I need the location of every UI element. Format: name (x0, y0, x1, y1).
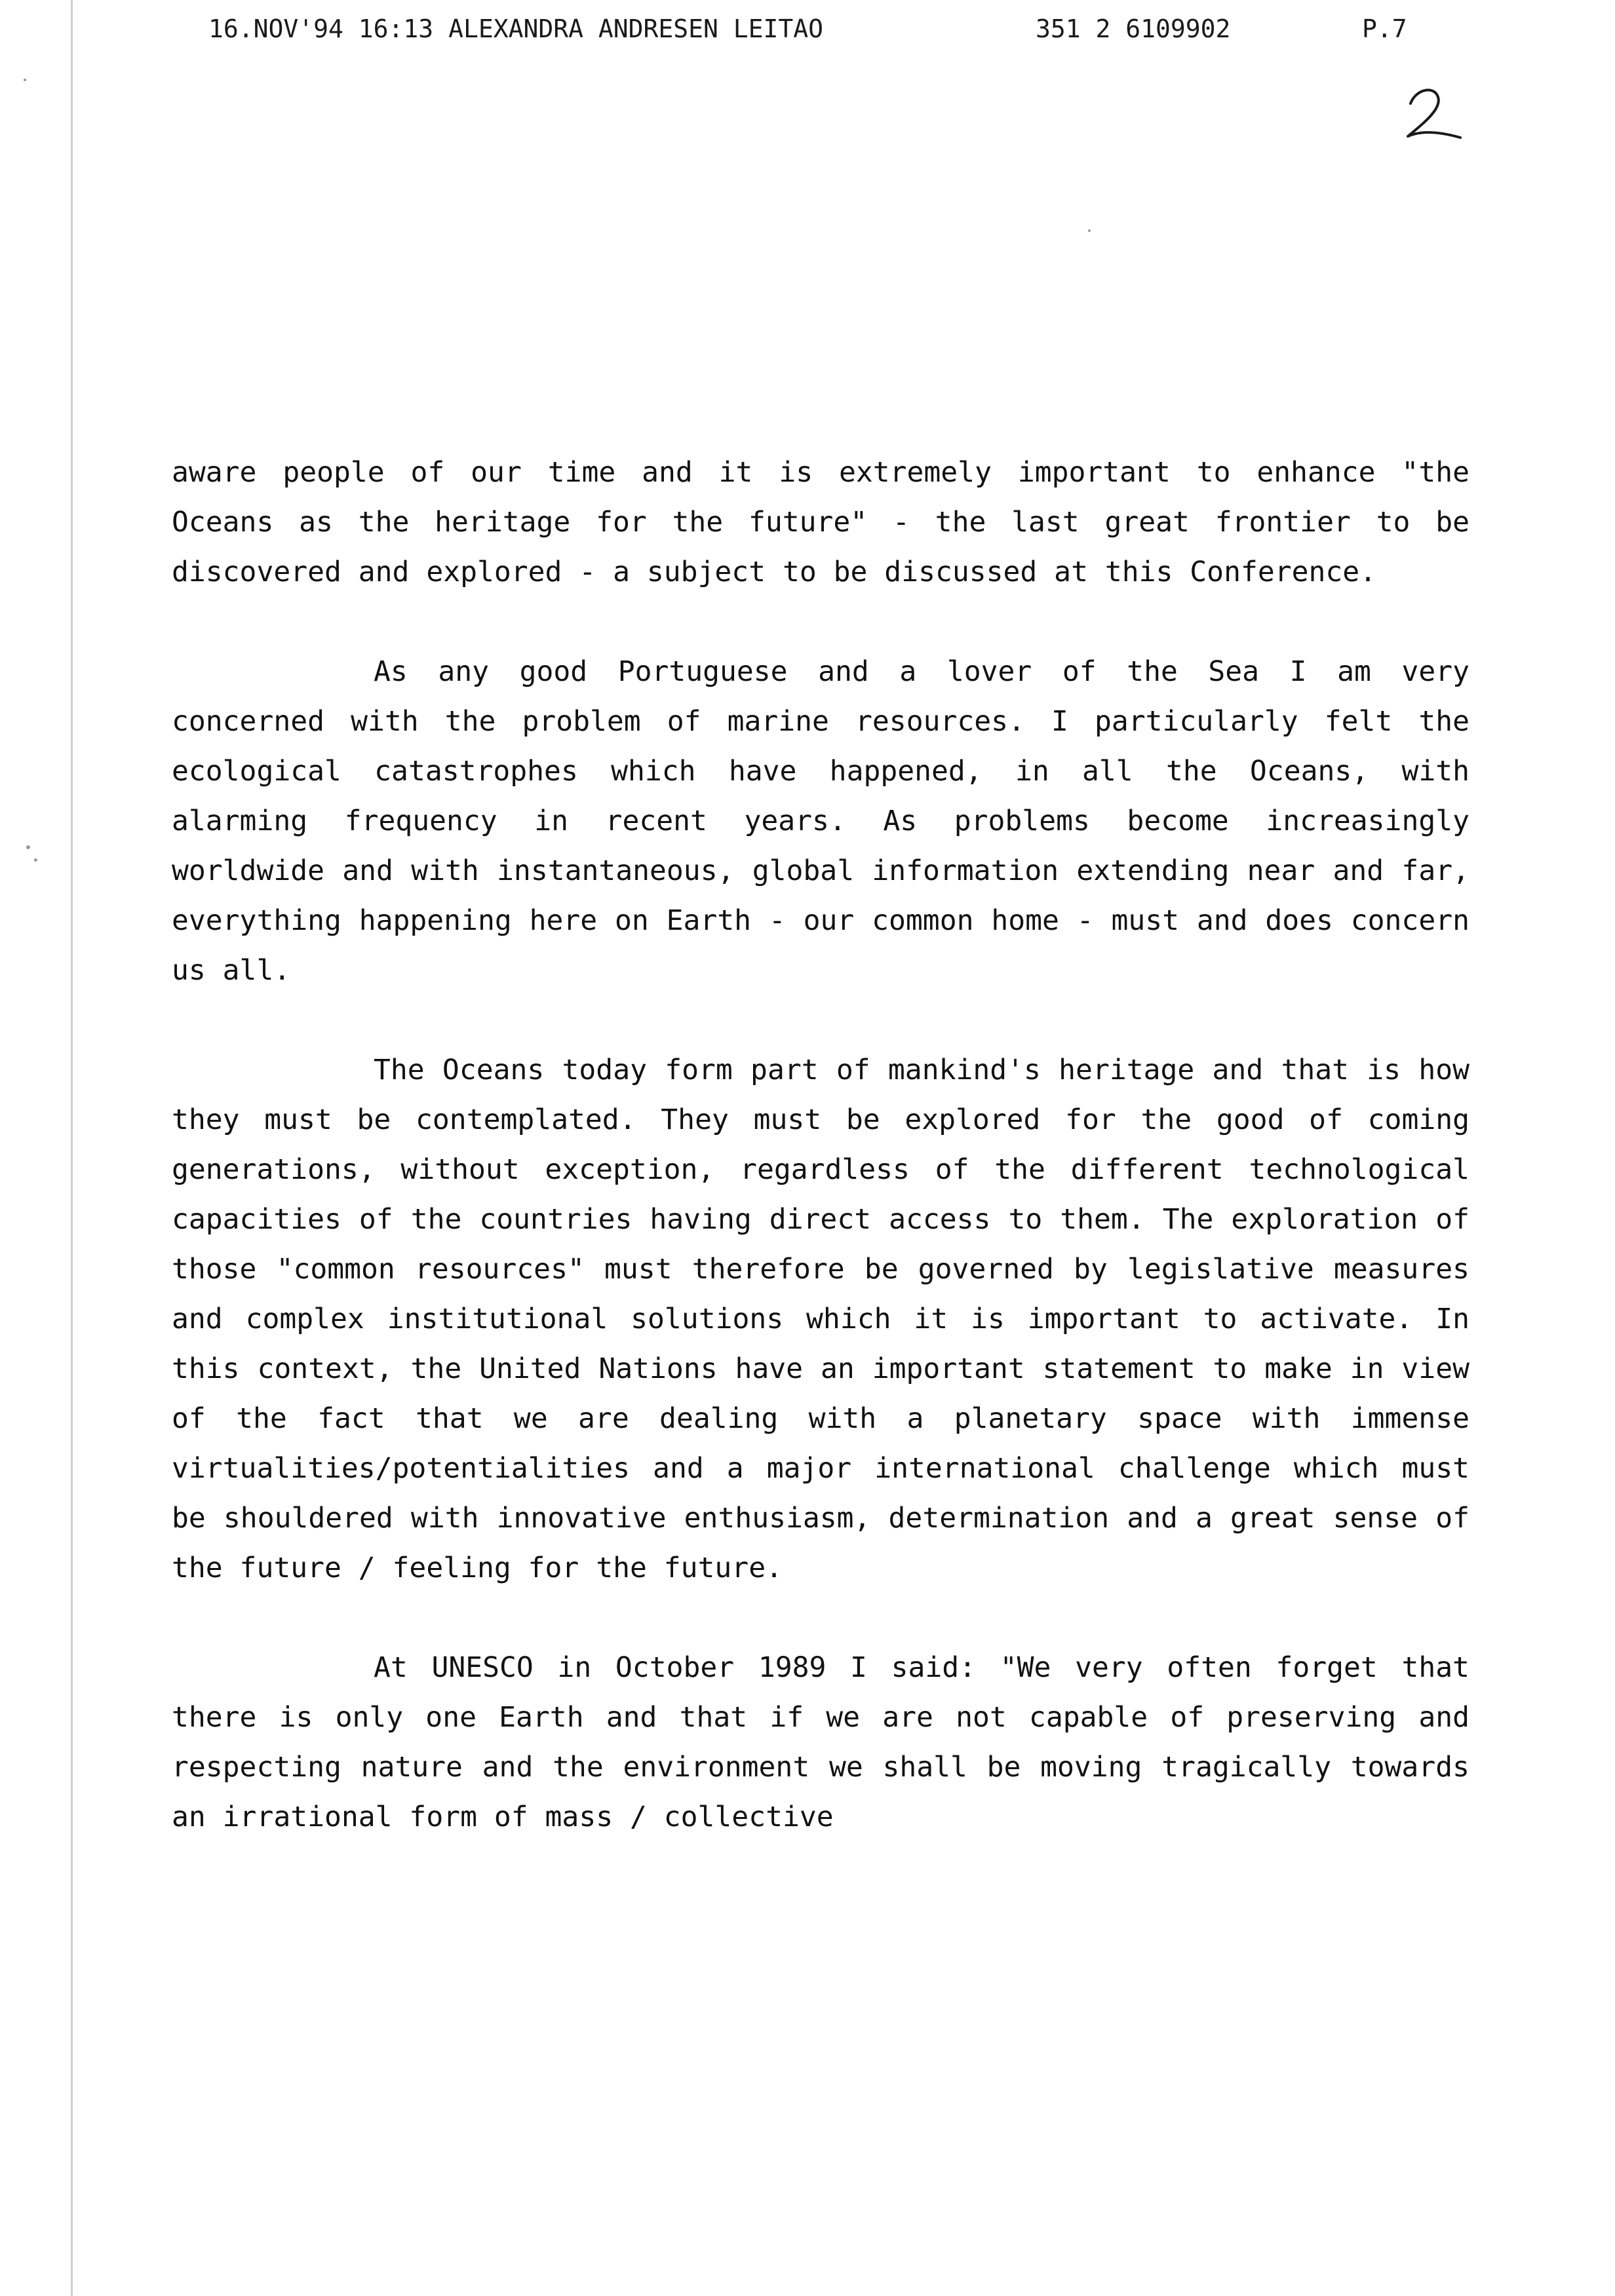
paragraph-1: aware people of our time and it is extremely important to enhance "the Oceans as the heritage for the future" - the last great frontier to be discovered and explored - a subject to be discussed at this Conference. (172, 456, 1469, 588)
paragraph-2: As any good Portuguese and a lover of the Sea I am very concerned with the problem of marine resources. I particularly felt the ecological catastrophes which have happened, in all the Oceans, with alarming frequency in recent years. As problems become increasingly worldwide and with instantaneous, global information extending near and far, everything happening here on Earth - our common home - must and does concern us all. (172, 655, 1469, 987)
fax-phone-number: 351 2 6109902 (1036, 14, 1231, 43)
scan-speck (26, 845, 30, 849)
paragraph-4: At UNESCO in October 1989 I said: "We very often forget that there is only one Earth and that if we are not capable of preserving and respecting nature and the environment we shall be moving tragically towards an irrational form of mass / collective (172, 1651, 1469, 1833)
scan-speck (34, 858, 37, 862)
fax-header (0, 14, 1615, 54)
scan-speck (1088, 229, 1091, 232)
handwritten-page-number (1396, 77, 1468, 149)
letter-body (172, 448, 1469, 1842)
scan-speck (24, 79, 26, 81)
fax-page-number: P.7 (1362, 14, 1407, 43)
fax-datetime: 16.NOV'94 16:13 (208, 14, 434, 43)
left-margin-line (71, 0, 73, 2296)
fax-sender-name: ALEXANDRA ANDRESEN LEITAO (448, 14, 824, 43)
fax-header-sender (208, 14, 823, 43)
paragraph-3: The Oceans today form part of mankind's heritage and that is how they must be contemplated. They must be explored for the good of coming generations, without exception, regardless of the different technological capacities of the countries having direct access to them. The exploration of those "common resources" must therefore be governed by legislative measures and complex institutional solutions which it is important to activate. In this context, the United Nations have an important statement to make in view of the fact that we are dealing with a planetary space with immense virtualities/potentialities and a major international challenge which must be shouldered with innovative enthusiasm, determination and a great sense of the future / feeling for the future. (172, 1054, 1469, 1584)
